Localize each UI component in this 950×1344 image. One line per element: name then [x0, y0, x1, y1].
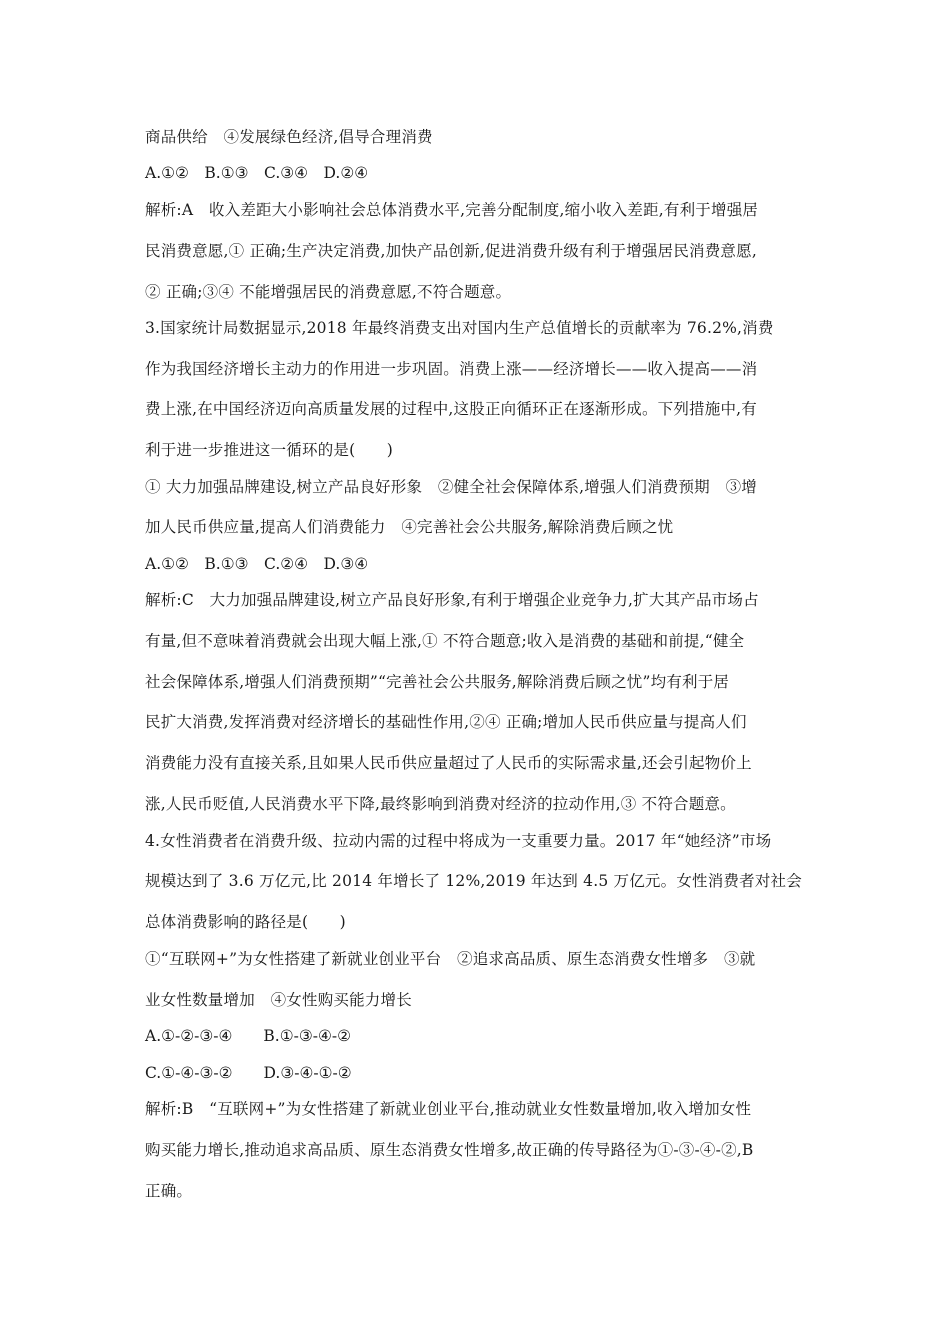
q3-analysis-line-2: 有量,但不意味着消费就会出现大幅上涨,① 不符合题意;收入是消费的基础和前提,“健全 — [145, 632, 745, 650]
q4-answer-choices-row-1: A.①-②-③-④ B.①-③-④-② — [145, 1027, 352, 1045]
q4-analysis-line-2: 购买能力增长,推动追求高品质、原生态消费女性增多,故正确的传导路径为①-③-④-②,B — [145, 1141, 754, 1159]
q3-answer-choices: A.①② B.①③ C.②④ D.③④ — [145, 555, 369, 573]
q3-analysis-line-3: 社会保障体系,增强人们消费预期”“完善社会公共服务,解除消费后顾之忧”均有利于居 — [145, 673, 730, 691]
q3-stem-line-3: 费上涨,在中国经济迈向高质量发展的过程中,这股正向循环正在逐渐形成。下列措施中,有 — [145, 400, 757, 418]
q2-options-continued: 商品供给 ④发展绿色经济,倡导合理消费 — [145, 128, 433, 146]
q3-stem-line-1: 3.国家统计局数据显示,2018 年最终消费支出对国内生产总值增长的贡献率为 76.2%,消费 — [145, 319, 774, 337]
q3-stem-line-2: 作为我国经济增长主动力的作用进一步巩固。消费上涨——经济增长——收入提高——消 — [145, 360, 758, 378]
q4-options-line-1: ①“互联网+”为女性搭建了新就业创业平台 ②追求高品质、原生态消费女性增多 ③就 — [145, 950, 756, 968]
q4-analysis-line-3: 正确。 — [145, 1182, 193, 1200]
q2-analysis-line-2: 民消费意愿,① 正确;生产决定消费,加快产品创新,促进消费升级有利于增强居民消费意愿, — [145, 242, 757, 260]
q4-stem-line-1: 4.女性消费者在消费升级、拉动内需的过程中将成为一支重要力量。2017 年“她经济”市场 — [145, 832, 772, 850]
q4-stem-line-3: 总体消费影响的路径是( ) — [145, 913, 346, 931]
q3-analysis-line-4: 民扩大消费,发挥消费对经济增长的基础性作用,②④ 正确;增加人民币供应量与提高人们 — [145, 713, 747, 731]
q2-analysis-line-1: 解析:A 收入差距大小影响社会总体消费水平,完善分配制度,缩小收入差距,有利于增强居 — [145, 201, 759, 219]
q4-options-line-2: 业女性数量增加 ④女性购买能力增长 — [145, 991, 412, 1009]
q4-analysis-line-1: 解析:B “互联网+”为女性搭建了新就业创业平台,推动就业女性数量增加,收入增加女性 — [145, 1100, 752, 1118]
q3-options-line-2: 加人民币供应量,提高人们消费能力 ④完善社会公共服务,解除消费后顾之忧 — [145, 518, 674, 536]
q2-answer-choices: A.①② B.①③ C.③④ D.②④ — [145, 164, 369, 182]
q2-analysis-line-3: ② 正确;③④ 不能增强居民的消费意愿,不符合题意。 — [145, 283, 512, 301]
q3-stem-line-4: 利于进一步推进这一循环的是( ) — [145, 441, 393, 459]
q3-analysis-line-6: 涨,人民币贬值,人民消费水平下降,最终影响到消费对经济的拉动作用,③ 不符合题意。 — [145, 795, 736, 813]
q3-analysis-line-5: 消费能力没有直接关系,且如果人民币供应量超过了人民币的实际需求量,还会引起物价上 — [145, 754, 752, 772]
q4-stem-line-2: 规模达到了 3.6 万亿元,比 2014 年增长了 12%,2019 年达到 4.5 万亿元。女性消费者对社会 — [145, 872, 802, 890]
q4-answer-choices-row-2: C.①-④-③-② D.③-④-①-② — [145, 1064, 352, 1082]
q3-analysis-line-1: 解析:C 大力加强品牌建设,树立产品良好形象,有利于增强企业竞争力,扩大其产品市场占 — [145, 591, 759, 609]
q3-options-line-1: ① 大力加强品牌建设,树立产品良好形象 ②健全社会保障体系,增强人们消费预期 ③增 — [145, 478, 757, 496]
